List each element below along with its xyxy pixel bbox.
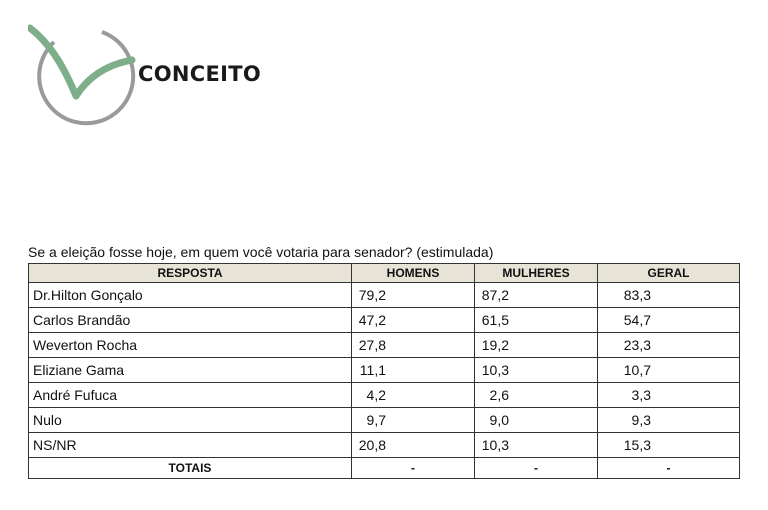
- value-mulheres: 10,3: [475, 433, 598, 458]
- value-homens: 9,7: [352, 408, 475, 433]
- value-homens: 11,1: [352, 358, 475, 383]
- survey-question: Se a eleição fosse hoje, em quem você votaria para senador? (estimulada): [28, 244, 494, 260]
- value-mulheres: 9,0: [475, 408, 598, 433]
- table-row: [29, 433, 740, 458]
- value-geral: 23,3: [598, 333, 740, 358]
- results-table: [28, 263, 740, 479]
- table-row: [29, 308, 740, 333]
- candidate-name: Carlos Brandão: [29, 308, 352, 333]
- value-geral: 83,3: [598, 283, 740, 308]
- value-homens: 47,2: [352, 308, 475, 333]
- candidate-name: NS/NR: [29, 433, 352, 458]
- header-homens: HOMENS: [352, 264, 475, 283]
- checkmark-circle-icon: [28, 22, 148, 126]
- candidate-name: Eliziane Gama: [29, 358, 352, 383]
- value-mulheres: 19,2: [475, 333, 598, 358]
- totals-mulheres: -: [475, 458, 598, 479]
- value-geral: 9,3: [598, 408, 740, 433]
- table-row: [29, 333, 740, 358]
- value-mulheres: 10,3: [475, 358, 598, 383]
- header-mulheres: MULHERES: [475, 264, 598, 283]
- value-mulheres: 2,6: [475, 383, 598, 408]
- value-homens: 20,8: [352, 433, 475, 458]
- value-homens: 27,8: [352, 333, 475, 358]
- value-homens: 4,2: [352, 383, 475, 408]
- candidate-name: André Fufuca: [29, 383, 352, 408]
- table-row: [29, 358, 740, 383]
- totals-homens: -: [352, 458, 475, 479]
- candidate-name: Nulo: [29, 408, 352, 433]
- value-mulheres: 61,5: [475, 308, 598, 333]
- value-geral: 15,3: [598, 433, 740, 458]
- header-geral: GERAL: [598, 264, 740, 283]
- value-homens: 79,2: [352, 283, 475, 308]
- value-geral: 3,3: [598, 383, 740, 408]
- value-geral: 54,7: [598, 308, 740, 333]
- brand-name: CONCEITO: [138, 62, 261, 86]
- table-header-row: [29, 264, 740, 283]
- table-row: [29, 408, 740, 433]
- table-row: [29, 383, 740, 408]
- totals-row: [29, 458, 740, 479]
- candidate-name: Dr.Hilton Gonçalo: [29, 283, 352, 308]
- header-resposta: RESPOSTA: [29, 264, 352, 283]
- candidate-name: Weverton Rocha: [29, 333, 352, 358]
- value-mulheres: 87,2: [475, 283, 598, 308]
- value-geral: 10,7: [598, 358, 740, 383]
- totals-label: TOTAIS: [29, 458, 352, 479]
- totals-geral: -: [598, 458, 740, 479]
- table-row: [29, 283, 740, 308]
